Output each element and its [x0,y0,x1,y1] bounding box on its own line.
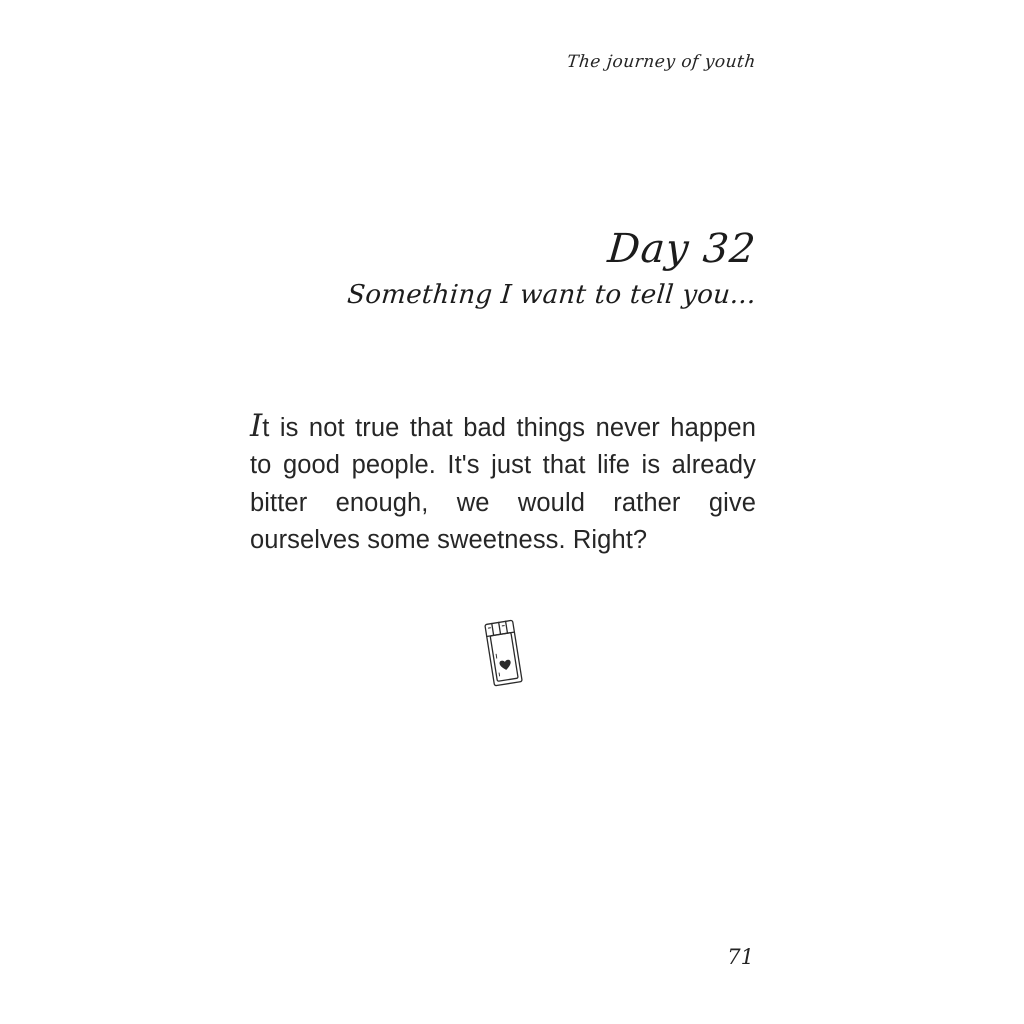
drop-cap: I [250,407,263,444]
page-title: Day 32 [605,226,759,272]
body-text: t is not true that bad things never happen to good people. It's just that life is already bitter enough, we would rather give ourselves some sweetness. Right? [250,413,756,554]
chocolate-bar-with-heart-icon [474,612,534,700]
page-subtitle: Something I want to tell you... [345,280,758,310]
body-paragraph [250,407,756,560]
running-head: The journey of youth [566,52,758,72]
chapter-title-block [250,226,759,310]
page-number: 71 [727,945,754,969]
